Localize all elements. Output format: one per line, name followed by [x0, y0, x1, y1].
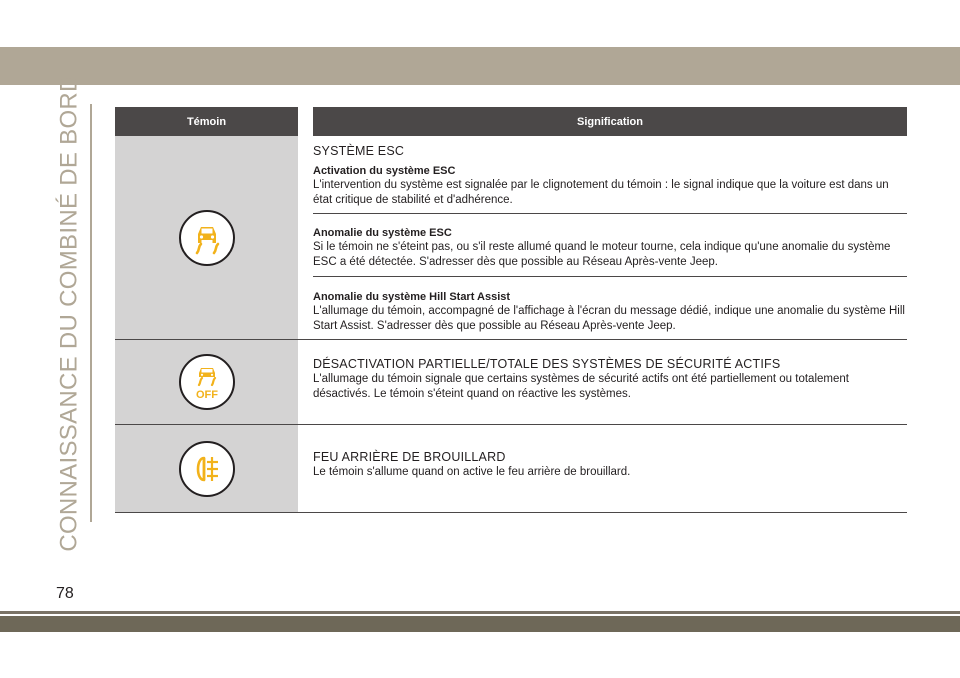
- section-heading: DÉSACTIVATION PARTIELLE/TOTALE DES SYSTÈMES DE SÉCURITÉ ACTIFS: [313, 357, 781, 371]
- section-heading: SYSTÈME ESC: [313, 144, 405, 158]
- icon-cell: [115, 340, 298, 424]
- header-temoin: Témoin: [186, 115, 227, 128]
- icon-cell: [115, 425, 298, 512]
- meaning-block: [313, 340, 907, 424]
- table-row: [115, 136, 907, 340]
- page-number: 78: [56, 585, 74, 602]
- chapter-side-title: [50, 74, 90, 552]
- rear-fog-light-icon: [179, 441, 235, 497]
- description-text: Le témoin s'allume quand on active le feu arrière de brouillard.: [313, 466, 631, 478]
- bottom-decorative-band: [0, 616, 960, 632]
- description-text: Si le témoin ne s'éteint pas, ou s'il reste allumé quand le moteur tourne, cela indique qu'une anomalie du système ESC a été détectée. S'adresser dès que possible au Réseau Après-vente Jeep.: [313, 241, 891, 268]
- off-label: OFF: [195, 389, 218, 401]
- esc-skid-car-icon: [179, 210, 235, 266]
- section-heading: FEU ARRIÈRE DE BROUILLARD: [313, 450, 506, 464]
- table-row: [115, 340, 907, 425]
- sub-heading: Activation du système ESC: [313, 165, 456, 177]
- description-text: L'allumage du témoin signale que certains systèmes de sécurité actifs ont été partiellement ou totalement désactivés. Le témoin s'éteint quand on réactive les systèmes.: [313, 373, 849, 400]
- sub-heading: Anomalie du système Hill Start Assist: [313, 291, 511, 303]
- text-cell: [313, 425, 907, 512]
- text-cell: [313, 136, 907, 339]
- chapter-title-text: CONNAISSANCE DU COMBINÉ DE BORD: [56, 74, 84, 552]
- side-rule: [90, 104, 92, 522]
- description-text: L'allumage du témoin, accompagné de l'affichage à l'écran du message dédié, indique une anomalie du système Hill Start Assist. S'adresser dès que possible au Réseau Après-vente Jeep.: [313, 305, 905, 332]
- esc-off-icon: [179, 354, 235, 410]
- meaning-block: [313, 213, 907, 276]
- bottom-rule: [0, 611, 960, 614]
- icon-cell: [115, 136, 298, 339]
- text-cell: [313, 340, 907, 424]
- meaning-block: [313, 276, 907, 339]
- top-decorative-band: [0, 47, 960, 85]
- sub-heading: Anomalie du système ESC: [313, 227, 452, 239]
- table-row: [115, 425, 907, 513]
- header-signification: Signification: [577, 115, 643, 128]
- table-header: [115, 107, 907, 136]
- meaning-block: [313, 425, 907, 512]
- meaning-block: [313, 136, 907, 213]
- description-text: L'intervention du système est signalée par le clignotement du témoin : le signal indique que la voiture est dans un état critique de stabilité et d'adhérence.: [313, 179, 889, 206]
- warning-light-table: [115, 107, 907, 513]
